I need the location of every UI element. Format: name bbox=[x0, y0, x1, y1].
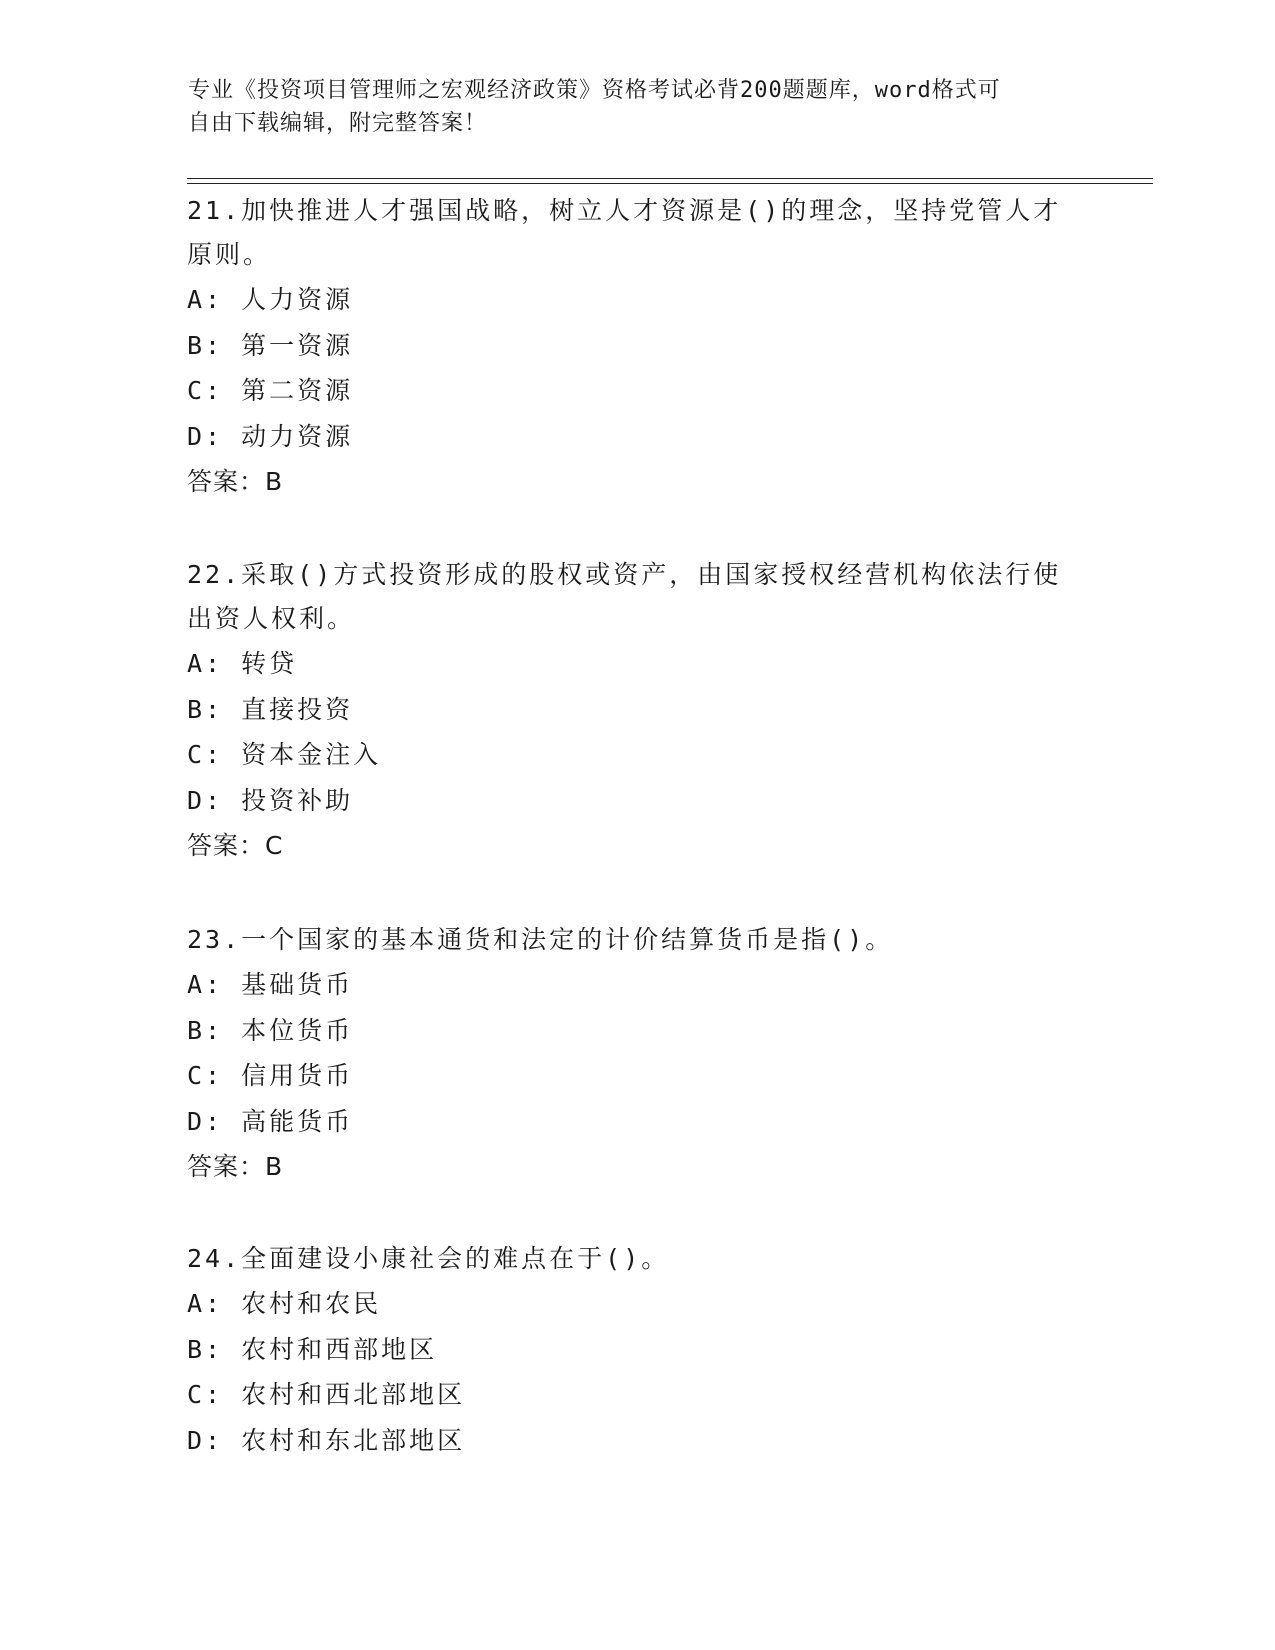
document-header bbox=[188, 74, 1088, 140]
header-divider-bottom bbox=[187, 183, 1153, 184]
option-c: C: 信用货币 bbox=[187, 1061, 354, 1090]
option-d: D: 动力资源 bbox=[187, 421, 354, 451]
option-b: B: 直接投资 bbox=[187, 694, 354, 724]
option-c: C: 农村和西北部地区 bbox=[187, 1380, 466, 1409]
option-b: B: 本位货币 bbox=[187, 1015, 354, 1045]
question-22 bbox=[187, 553, 1087, 869]
option-c: C: 第二资源 bbox=[187, 376, 354, 405]
answer: 答案：C bbox=[187, 831, 284, 860]
question-21 bbox=[187, 189, 1087, 505]
option-c: C: 资本金注入 bbox=[187, 740, 382, 769]
header-line-2: 自由下载编辑，附完整答案！ bbox=[188, 111, 488, 136]
option-a: A: 基础货币 bbox=[187, 970, 354, 999]
question-stem: 24.全面建设小康社会的难点在于()。 bbox=[187, 1244, 670, 1273]
option-a: A: 转贷 bbox=[187, 649, 298, 678]
question-23 bbox=[187, 918, 1087, 1190]
question-stem-continued: 原则。 bbox=[187, 240, 272, 269]
option-a: A: 人力资源 bbox=[187, 285, 354, 314]
option-d: D: 高能货币 bbox=[187, 1106, 354, 1136]
header-divider-top bbox=[187, 178, 1153, 179]
question-stem: 21.加快推进人才强国战略，树立人才资源是()的理念，坚持党管人才 bbox=[187, 196, 1062, 225]
option-a: A: 农村和农民 bbox=[187, 1289, 382, 1318]
option-d: D: 农村和东北部地区 bbox=[187, 1425, 466, 1455]
question-stem: 22.采取()方式投资形成的股权或资产，由国家授权经营机构依法行使 bbox=[187, 560, 1062, 589]
question-stem: 23.一个国家的基本通货和法定的计价结算货币是指()。 bbox=[187, 925, 894, 954]
option-d: D: 投资补助 bbox=[187, 785, 354, 815]
header-line-1: 专业《投资项目管理师之宏观经济政策》资格考试必背200题题库，word格式可 bbox=[188, 78, 1001, 103]
answer: 答案：B bbox=[187, 467, 284, 496]
answer: 答案：B bbox=[187, 1152, 284, 1181]
question-24 bbox=[187, 1237, 1087, 1463]
option-b: B: 农村和西部地区 bbox=[187, 1334, 438, 1364]
question-stem-continued: 出资人权利。 bbox=[187, 604, 356, 633]
option-b: B: 第一资源 bbox=[187, 330, 354, 360]
